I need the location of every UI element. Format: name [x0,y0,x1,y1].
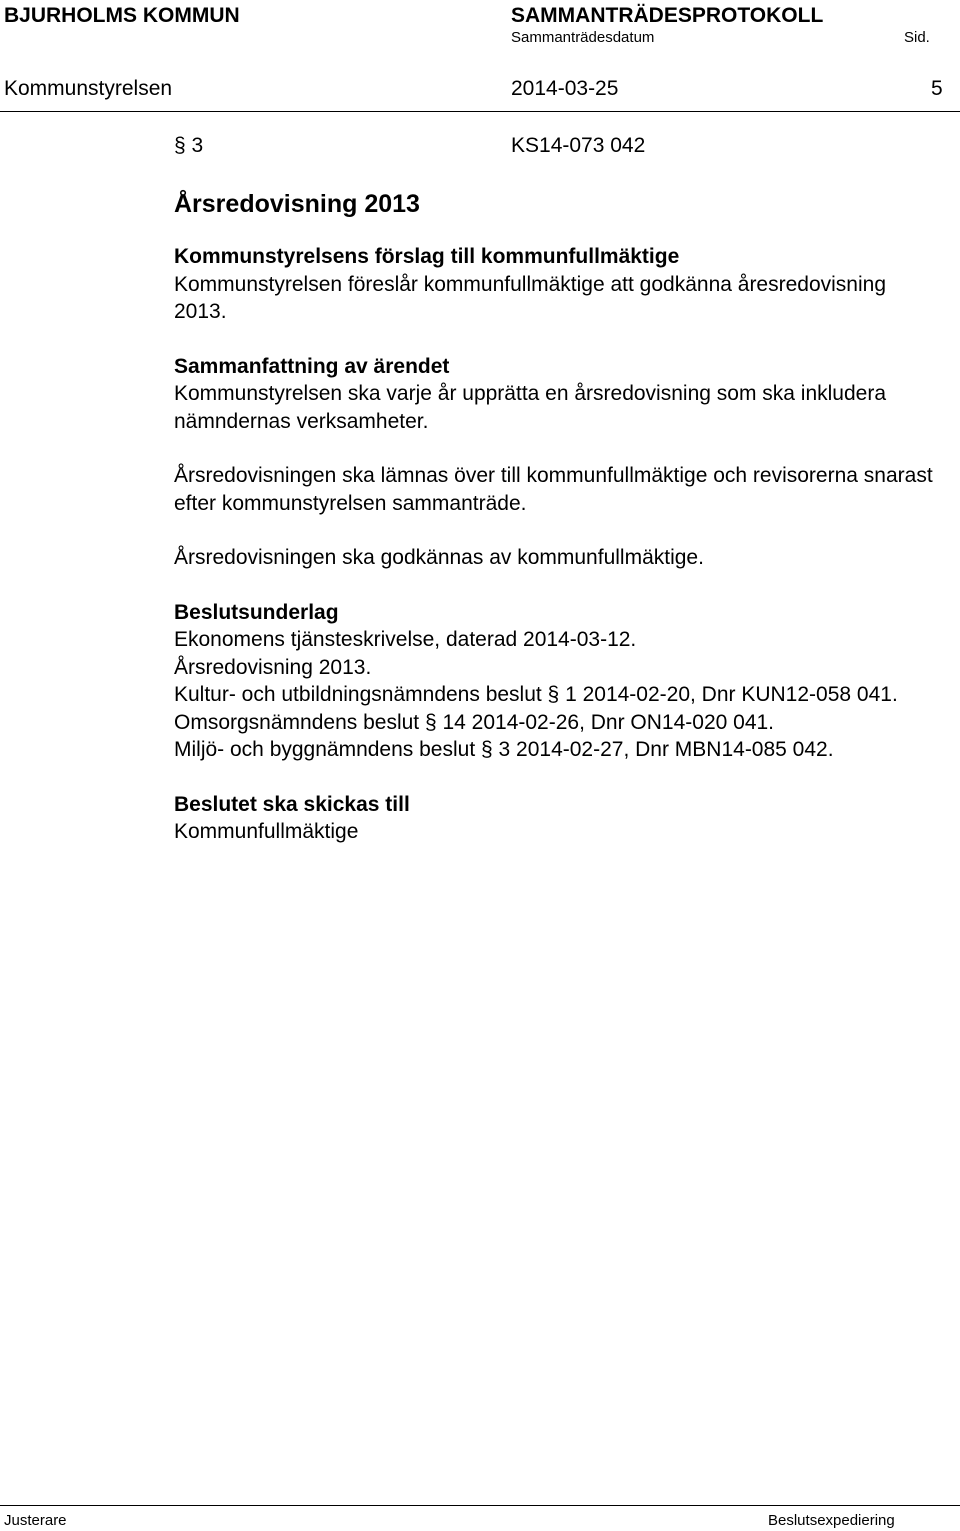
protocol-item [174,130,934,846]
footer-divider [0,1505,960,1506]
page-label: Sid. [904,29,930,46]
proposal-heading: Kommunstyrelsens förslag till kommunfullmäktige [174,245,680,268]
case-reference: KS14-073 042 [511,134,646,157]
paragraph-number: § 3 [174,134,204,157]
footer-adjuster-label: Justerare [4,1512,67,1529]
recipients-section [174,791,934,846]
page-number: 5 [931,77,943,100]
summary-paragraph: Årsredovisningen ska lämnas över till kommunfullmäktige och revisorerna snarast efter kommunstyrelsen sammanträde. [174,464,933,515]
proposal-text: Kommunstyrelsen föreslår kommunfullmäktige att godkänna åresredovisning 2013. [174,272,887,323]
summary-paragraph: Årsredovisningen ska godkännas av kommunfullmäktige. [174,546,704,569]
organization-name: BJURHOLMS KOMMUN [4,4,240,27]
body-name: Kommunstyrelsen [4,77,173,100]
basis-item: Ekonomens tjänsteskrivelse, daterad 2014-03-12. [174,628,637,651]
item-reference-row [174,130,934,160]
recipients-heading: Beslutet ska skickas till [174,792,410,816]
recipient: Kommunfullmäktige [174,820,359,843]
decision-basis-section [174,599,934,764]
meeting-date-label: Sammanträdesdatum [511,29,655,46]
summary-section [174,353,934,572]
basis-item: Kultur- och utbildningsnämndens beslut § 1 2014-02-20, Dnr KUN12-058 041. [174,683,898,706]
proposal-section [174,243,934,326]
basis-item: Omsorgsnämndens beslut § 14 2014-02-26, Dnr ON14-020 041. [174,710,775,734]
header-divider [0,111,960,112]
decision-basis-heading: Beslutsunderlag [174,600,339,624]
basis-item: Miljö- och byggnämndens beslut § 3 2014-02-27, Dnr MBN14-085 042. [174,738,834,761]
document-type: SAMMANTRÄDESPROTOKOLL [511,4,824,27]
summary-heading: Sammanfattning av ärendet [174,354,450,378]
summary-paragraph: Kommunstyrelsen ska varje år upprätta en årsredovisning som ska inkludera nämndernas verksamheter. [174,382,887,433]
item-title: Årsredovisning 2013 [174,190,420,218]
footer-dispatch-label: Beslutsexpediering [768,1512,895,1529]
meeting-date: 2014-03-25 [511,77,619,100]
basis-item: Årsredovisning 2013. [174,655,372,679]
